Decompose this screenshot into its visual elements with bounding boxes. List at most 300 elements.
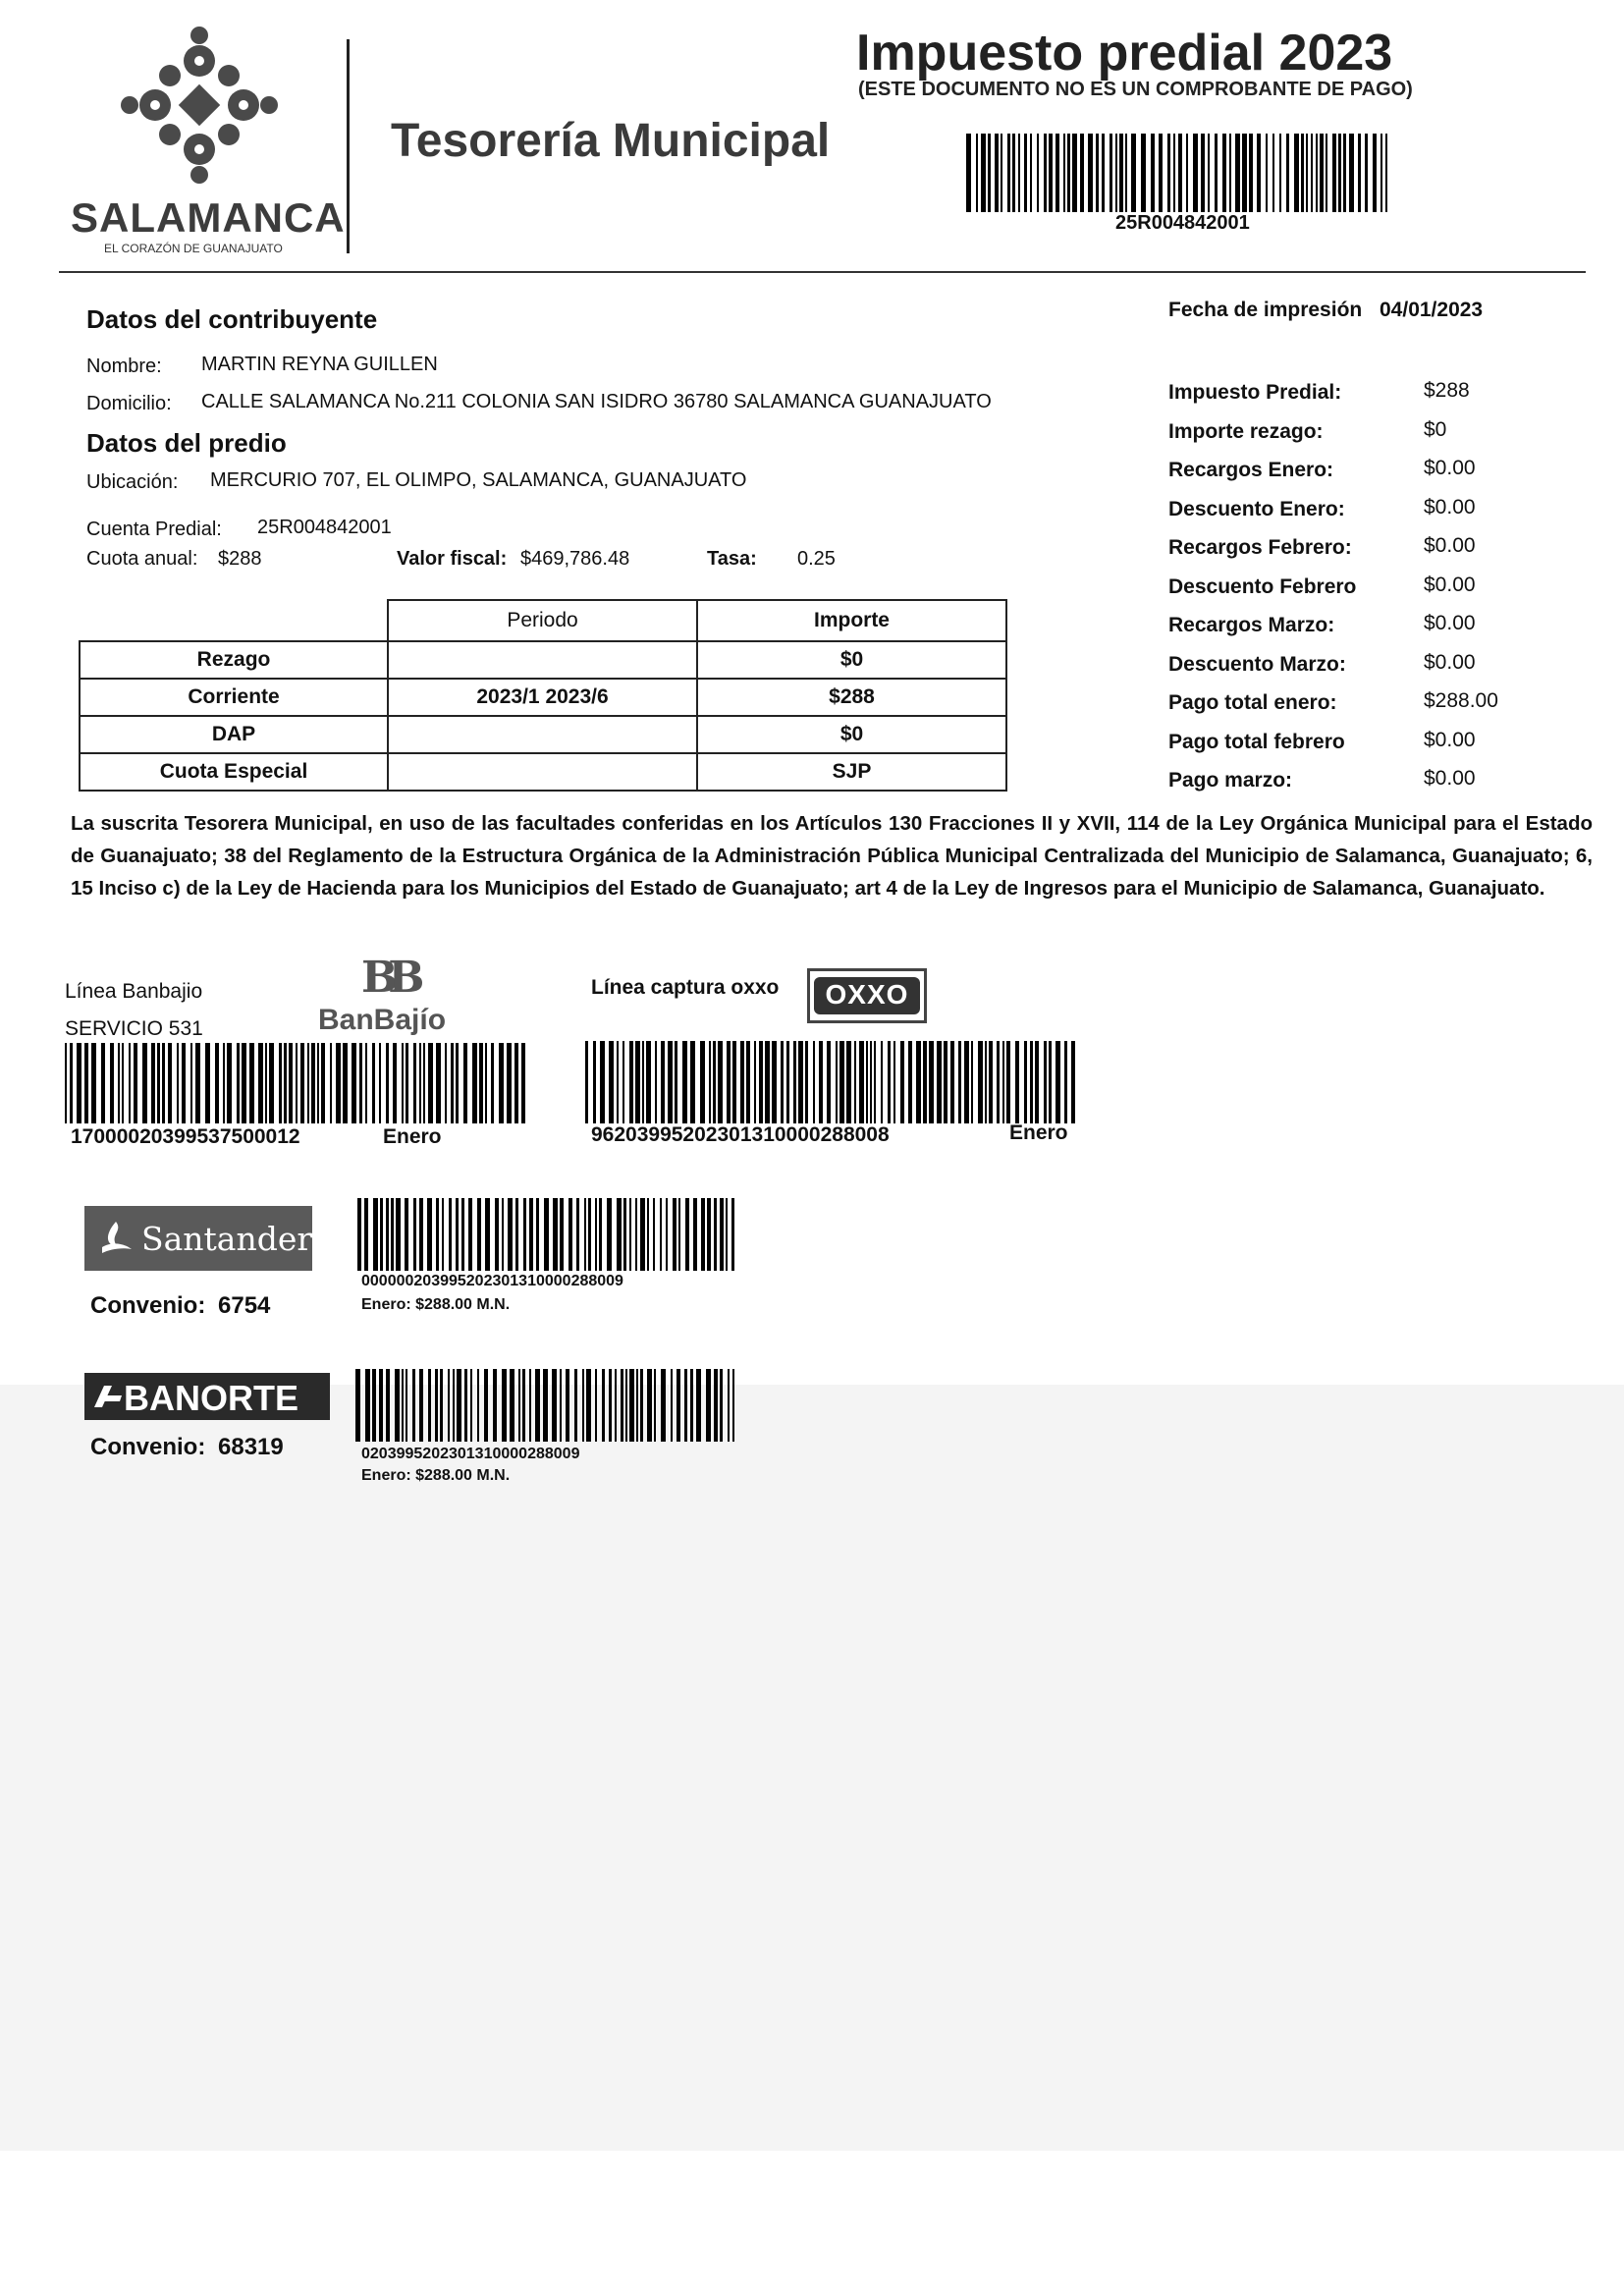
banorte-barcode-text: 0203995202301310000288009: [361, 1446, 580, 1462]
barcode-bar: [765, 1041, 770, 1123]
barcode-bar: [1167, 134, 1170, 212]
barcode-bar: [609, 1369, 612, 1442]
barcode-bar: [359, 1043, 362, 1123]
barcode-bar: [1102, 134, 1105, 212]
legal-text: La suscrita Tesorera Municipal, en uso de las facultades conferidas en los Artículos 130 Fracciones II y XVII, 114 de la Ley Orgánica Municipal para el Estado de Guanajuato; 38 del Reglamento de la Estructura Orgánica de la Administración Pública Municipal Centralizada del Municipio de Salamanca, Guanajuato; 6, 15 Inciso c) de la Ley de Hacienda para los Municipios del Estado de Guanajuato; art 4 de la Ley de Ingresos para el Municipio de Salamanca, Guanajuato.: [71, 812, 1593, 900]
barcode-bar: [666, 1198, 668, 1271]
barcode-bar: [122, 1043, 124, 1123]
barcode-bar: [566, 1369, 569, 1442]
barcode-bar: [479, 1043, 483, 1123]
barcode-bar: [372, 1043, 375, 1123]
barcode-bar: [595, 1198, 597, 1271]
salamanca-logo: [116, 22, 283, 189]
barcode-bar: [523, 1198, 526, 1271]
barcode-bar: [311, 1043, 315, 1123]
barcode-bar: [419, 1369, 423, 1442]
barcode-bar: [453, 1369, 455, 1442]
barcode-bar: [720, 1369, 723, 1442]
summary-label: Recargos Enero:: [1168, 459, 1334, 481]
banbajio-logo-text: BanBajío: [318, 1004, 447, 1036]
barcode-bar: [678, 1198, 680, 1271]
header-barcode: [966, 134, 1390, 212]
barcode-bar: [1018, 134, 1020, 212]
barcode-bar: [1279, 134, 1281, 212]
barcode-bar: [413, 1198, 416, 1271]
santander-barcode: [357, 1198, 738, 1271]
barcode-bar: [985, 1041, 987, 1123]
barcode-bar: [586, 1369, 591, 1442]
barcode-bar: [423, 1043, 425, 1123]
barcode-bar: [195, 1043, 200, 1123]
barcode-bar: [1301, 134, 1304, 212]
print-date-label: Fecha de impresión: [1168, 299, 1363, 321]
summary-value: $0.00: [1424, 612, 1476, 634]
barcode-bar: [419, 1043, 421, 1123]
barcode-bar: [406, 1043, 408, 1123]
row-amount: $0: [697, 716, 1006, 753]
barcode-bar: [560, 1369, 562, 1442]
barcode-bar: [988, 134, 991, 212]
barcode-bar: [929, 1041, 934, 1123]
barcode-bar: [640, 1198, 645, 1271]
barcode-bar: [854, 1041, 856, 1123]
barcode-bar: [981, 134, 986, 212]
header-divider: [347, 39, 350, 253]
barcode-bar: [553, 1198, 558, 1271]
barcode-bar: [690, 1041, 695, 1123]
barcode-bar: [690, 1369, 693, 1442]
barcode-bar: [457, 1369, 461, 1442]
barcode-bar: [463, 1043, 467, 1123]
barcode-bar: [617, 1041, 619, 1123]
barcode-bar: [1208, 134, 1210, 212]
barcode-bar: [543, 1369, 548, 1442]
barcode-bar: [177, 1043, 179, 1123]
barcode-bar: [118, 1043, 120, 1123]
barcode-bar: [419, 1198, 423, 1271]
barcode-bar: [477, 1369, 479, 1442]
barcode-bar: [600, 1041, 605, 1123]
barcode-bar: [746, 1041, 750, 1123]
oxxo-label: Línea captura oxxo: [591, 976, 780, 999]
barcode-bar: [249, 1043, 254, 1123]
barcode-bar: [1071, 1041, 1075, 1123]
table-header-period: Periodo: [388, 600, 697, 641]
barcode-bar: [402, 1369, 404, 1442]
barcode-bar: [654, 1369, 656, 1442]
barcode-bar: [242, 1043, 246, 1123]
barcode-bar: [732, 1041, 736, 1123]
period-table: [79, 599, 1007, 792]
barcode-bar: [227, 1043, 232, 1123]
barcode-bar: [365, 1043, 367, 1123]
barcode-bar: [1067, 134, 1070, 212]
barcode-bar: [584, 1198, 586, 1271]
barcode-bar: [916, 1041, 921, 1123]
barcode-bar: [1024, 1041, 1027, 1123]
barcode-bar: [888, 1041, 891, 1123]
barcode-bar: [732, 1369, 734, 1442]
rate-value: 0.25: [797, 548, 836, 570]
barcode-bar: [386, 1198, 389, 1271]
barcode-bar: [881, 1041, 883, 1123]
barcode-bar: [472, 1043, 477, 1123]
barcode-bar: [727, 1041, 731, 1123]
row-concept: Corriente: [80, 679, 388, 716]
barcode-bar: [574, 1369, 577, 1442]
barcode-bar: [1088, 134, 1093, 212]
barcode-bar: [1349, 134, 1354, 212]
barcode-bar: [518, 1369, 520, 1442]
barcode-bar: [661, 1369, 666, 1442]
barcode-bar: [989, 1041, 993, 1123]
barcode-bar: [1249, 134, 1253, 212]
barcode-bar: [1229, 134, 1231, 212]
barcode-bar: [265, 1043, 267, 1123]
barcode-bar: [726, 1198, 728, 1271]
barcode-bar: [958, 1041, 961, 1123]
barcode-bar: [640, 1369, 643, 1442]
oxxo-barcode-text: 96203995202301310000288008: [591, 1123, 890, 1146]
barcode-bar: [978, 1041, 983, 1123]
barcode-bar: [647, 1369, 652, 1442]
santander-convenio: 6754: [218, 1292, 271, 1319]
barcode-bar: [731, 1198, 734, 1271]
barcode-bar: [602, 1369, 605, 1442]
barcode-bar: [1173, 134, 1175, 212]
barcode-bar: [976, 134, 978, 212]
barcode-bar: [781, 1041, 784, 1123]
barcode-bar: [237, 1043, 240, 1123]
barcode-bar: [1119, 134, 1123, 212]
document-title: Impuesto predial 2023: [856, 25, 1393, 82]
barcode-bar: [635, 1041, 640, 1123]
barcode-bar: [660, 1198, 662, 1271]
barcode-bar: [593, 1041, 596, 1123]
barcode-bar: [284, 1043, 287, 1123]
barcode-bar: [588, 1198, 591, 1271]
barcode-bar: [1311, 134, 1313, 212]
summary-value: $0.00: [1424, 729, 1476, 751]
barcode-bar: [1072, 134, 1077, 212]
barcode-bar: [445, 1043, 447, 1123]
barcode-bar: [728, 1369, 730, 1442]
barcode-bar: [182, 1043, 186, 1123]
barcode-bar: [997, 1041, 1000, 1123]
table-row: [80, 679, 1006, 716]
barcode-bar: [1007, 134, 1010, 212]
barcode-bar: [1316, 134, 1318, 212]
row-amount: $288: [697, 679, 1006, 716]
barcode-bar: [440, 1369, 443, 1442]
barcode-bar: [223, 1043, 225, 1123]
summary-label: Recargos Febrero:: [1168, 536, 1352, 559]
barcode-bar: [502, 1369, 507, 1442]
barcode-bar: [908, 1041, 912, 1123]
barcode-bar: [317, 1043, 319, 1123]
barcode-bar: [635, 1198, 637, 1271]
barcode-bar: [964, 1041, 969, 1123]
barcode-bar: [786, 1041, 789, 1123]
banorte-convenio: 68319: [218, 1434, 284, 1460]
barcode-bar: [279, 1043, 282, 1123]
account-label: Cuenta Predial:: [86, 519, 222, 540]
barcode-bar: [1006, 1041, 1010, 1123]
barcode-bar: [700, 1041, 705, 1123]
oxxo-logo-text: OXXO: [825, 979, 909, 1010]
barcode-bar: [1159, 134, 1163, 212]
barcode-bar: [582, 1369, 584, 1442]
barcode-bar: [714, 1198, 717, 1271]
banbajio-barcode-text: 17000020399537500012: [71, 1125, 300, 1148]
barcode-bar: [157, 1043, 160, 1123]
barcode-bar: [805, 1041, 808, 1123]
barcode-bar: [168, 1043, 172, 1123]
barcode-bar: [456, 1198, 459, 1271]
barcode-bar: [468, 1198, 472, 1271]
barcode-bar: [151, 1043, 155, 1123]
santander-amount: Enero: $288.00 M.N.: [361, 1296, 511, 1313]
barcode-bar: [1215, 134, 1218, 212]
office-title: Tesorería Municipal: [391, 115, 831, 167]
summary-value: $288: [1424, 379, 1470, 402]
barcode-bar: [668, 1041, 673, 1123]
taxpayer-address: CALLE SALAMANCA No.211 COLONIA SAN ISIDRO 36780 SALAMANCA GUANAJUATO: [201, 391, 992, 412]
barcode-bar: [706, 1369, 711, 1442]
row-period: [388, 716, 697, 753]
barcode-bar: [1001, 134, 1002, 212]
barcode-bar: [819, 1041, 823, 1123]
barcode-bar: [386, 1043, 389, 1123]
barcode-bar: [866, 1041, 868, 1123]
barcode-bar: [1365, 134, 1368, 212]
barcode-bar: [1056, 134, 1059, 212]
row-amount: $0: [697, 641, 1006, 679]
santander-flame-icon: [96, 1218, 135, 1257]
barcode-bar: [693, 1198, 697, 1271]
barcode-bar: [77, 1043, 81, 1123]
barcode-bar: [296, 1043, 298, 1123]
barcode-bar: [677, 1369, 680, 1442]
table-row: [80, 641, 1006, 679]
barcode-bar: [971, 1041, 973, 1123]
barcode-bar: [395, 1369, 400, 1442]
barcode-bar: [1266, 134, 1268, 212]
barcode-bar: [205, 1043, 210, 1123]
barcode-bar: [568, 1198, 572, 1271]
banorte-barcode: [355, 1369, 738, 1442]
barcode-bar: [373, 1198, 378, 1271]
barcode-bar: [365, 1369, 370, 1442]
summary-value: $0.00: [1424, 651, 1476, 674]
banorte-logo: [84, 1373, 330, 1420]
barcode-bar: [1015, 1041, 1019, 1123]
taxpayer-section-title: Datos del contribuyente: [86, 304, 378, 334]
summary-value: $0.00: [1424, 534, 1476, 557]
barcode-bar: [900, 1041, 904, 1123]
barcode-bar: [585, 1041, 588, 1123]
fiscal-value-label: Valor fiscal:: [397, 548, 508, 570]
barcode-bar: [1012, 134, 1015, 212]
row-period: 2023/1 2023/6: [388, 679, 697, 716]
summary-value: $288.00: [1424, 689, 1498, 712]
taxpayer-name: MARTIN REYNA GUILLEN: [201, 354, 438, 375]
barcode-bar: [661, 1041, 665, 1123]
barcode-bar: [84, 1043, 88, 1123]
barcode-bar: [412, 1369, 415, 1442]
row-amount: SJP: [697, 753, 1006, 791]
barcode-bar: [461, 1198, 464, 1271]
barcode-bar: [813, 1041, 815, 1123]
barcode-bar: [1037, 134, 1039, 212]
summary-label: Descuento Marzo:: [1168, 653, 1346, 676]
property-location: MERCURIO 707, EL OLIMPO, SALAMANCA, GUANAJUATO: [210, 469, 747, 491]
barcode-bar: [372, 1369, 376, 1442]
barcode-bar: [110, 1043, 114, 1123]
barcode-bar: [1110, 134, 1112, 212]
summary-value: $0.00: [1424, 457, 1476, 479]
barcode-bar: [1096, 134, 1099, 212]
barcode-bar: [300, 1043, 304, 1123]
barcode-bar: [599, 1198, 602, 1271]
santander-convenio-label: Convenio:: [90, 1292, 206, 1319]
barcode-bar: [966, 134, 971, 212]
barcode-bar: [623, 1041, 624, 1123]
barcode-bar: [484, 1369, 488, 1442]
santander-logo-text: Santander: [141, 1220, 313, 1258]
barcode-bar: [514, 1043, 518, 1123]
barcode-bar: [364, 1198, 368, 1271]
barcode-bar: [65, 1043, 67, 1123]
barcode-bar: [391, 1198, 394, 1271]
barcode-bar: [1125, 134, 1127, 212]
oxxo-barcode: [585, 1041, 1076, 1123]
barcode-bar: [436, 1043, 441, 1123]
salamanca-emblem-icon: [116, 22, 283, 189]
barcode-bar: [642, 1041, 644, 1123]
barcode-bar: [1002, 1041, 1004, 1123]
barcode-bar: [552, 1369, 557, 1442]
row-concept: DAP: [80, 716, 388, 753]
summary-label: Importe rezago:: [1168, 420, 1324, 443]
barcode-bar: [1380, 134, 1382, 212]
barcode-bar: [215, 1043, 219, 1123]
barcode-bar: [836, 1041, 838, 1123]
row-period: [388, 753, 697, 791]
banorte-logo-text: BANORTE: [124, 1378, 298, 1418]
barcode-bar: [1024, 134, 1027, 212]
barcode-bar: [1257, 134, 1261, 212]
barcode-bar: [70, 1043, 73, 1123]
brand-tagline: EL CORAZÓN DE GUANAJUATO: [104, 242, 283, 255]
barcode-bar: [386, 1369, 390, 1442]
location-label: Ubicación:: [86, 471, 179, 493]
barcode-bar: [1063, 134, 1065, 212]
barcode-bar: [451, 1043, 454, 1123]
barcode-bar: [607, 1198, 612, 1271]
barcode-bar: [413, 1043, 416, 1123]
fiscal-value: $469,786.48: [520, 548, 630, 570]
banbajio-logo-mark: BB: [361, 953, 415, 1003]
barcode-bar: [1193, 134, 1198, 212]
barcode-bar: [427, 1198, 432, 1271]
barcode-bar: [456, 1043, 459, 1123]
barcode-bar: [142, 1043, 147, 1123]
barcode-bar: [1326, 134, 1327, 212]
document-subtitle: (ESTE DOCUMENTO NO ES UN COMPROBANTE DE PAGO): [858, 79, 1413, 100]
barcode-bar: [1385, 134, 1387, 212]
barcode-bar: [709, 1041, 711, 1123]
barcode-bar: [101, 1043, 105, 1123]
barcode-bar: [269, 1043, 274, 1123]
barcode-bar: [923, 1041, 927, 1123]
summary-value: $0.00: [1424, 574, 1476, 596]
barcode-bar: [647, 1198, 649, 1271]
barcode-bar: [615, 1369, 617, 1442]
table-row: [80, 716, 1006, 753]
barcode-bar: [1306, 134, 1308, 212]
barcode-bar: [754, 1041, 756, 1123]
barcode-bar: [714, 1369, 718, 1442]
summary-label: Pago total enero:: [1168, 691, 1337, 714]
barcode-bar: [707, 1198, 711, 1271]
barcode-bar: [396, 1198, 401, 1271]
barcode-bar: [701, 1198, 705, 1271]
annual-fee: $288: [218, 548, 262, 570]
barcode-bar: [621, 1369, 623, 1442]
barcode-bar: [507, 1043, 512, 1123]
barcode-bar: [91, 1043, 96, 1123]
barcode-bar: [448, 1369, 450, 1442]
barcode-bar: [134, 1043, 137, 1123]
summary-value: $0.00: [1424, 496, 1476, 519]
summary-label: Pago marzo:: [1168, 769, 1293, 792]
barcode-bar: [406, 1369, 407, 1442]
barcode-bar: [1186, 134, 1188, 212]
summary-value: $0.00: [1424, 767, 1476, 790]
barcode-bar: [1141, 134, 1146, 212]
barcode-bar: [379, 1043, 381, 1123]
banbajio-label: Línea Banbajio: [65, 980, 203, 1003]
banorte-amount: Enero: $288.00 M.N.: [361, 1467, 511, 1484]
barcode-bar: [1222, 134, 1226, 212]
summary-label: Recargos Marzo:: [1168, 614, 1335, 636]
barcode-bar: [436, 1198, 439, 1271]
header-rule: [59, 271, 1586, 273]
barcode-bar: [1235, 134, 1240, 212]
barcode-bar: [499, 1043, 504, 1123]
barcode-bar: [515, 1198, 518, 1271]
table-row: [80, 753, 1006, 791]
barcode-bar: [428, 1369, 431, 1442]
barcode-bar: [307, 1043, 309, 1123]
barcode-bar: [1272, 134, 1274, 212]
barcode-bar: [623, 1198, 626, 1271]
barcode-bar: [1131, 134, 1136, 212]
barcode-bar: [1049, 134, 1053, 212]
barcode-bar: [673, 1198, 677, 1271]
barcode-bar: [937, 1041, 942, 1123]
banbajio-month: Enero: [383, 1125, 442, 1148]
barcode-bar: [1332, 134, 1336, 212]
barcode-bar: [944, 1041, 947, 1123]
row-concept: Cuota Especial: [80, 753, 388, 791]
barcode-bar: [491, 1043, 494, 1123]
barcode-bar: [470, 1369, 472, 1442]
barcode-bar: [336, 1043, 341, 1123]
barcode-bar: [510, 1369, 514, 1442]
barcode-bar: [839, 1041, 844, 1123]
